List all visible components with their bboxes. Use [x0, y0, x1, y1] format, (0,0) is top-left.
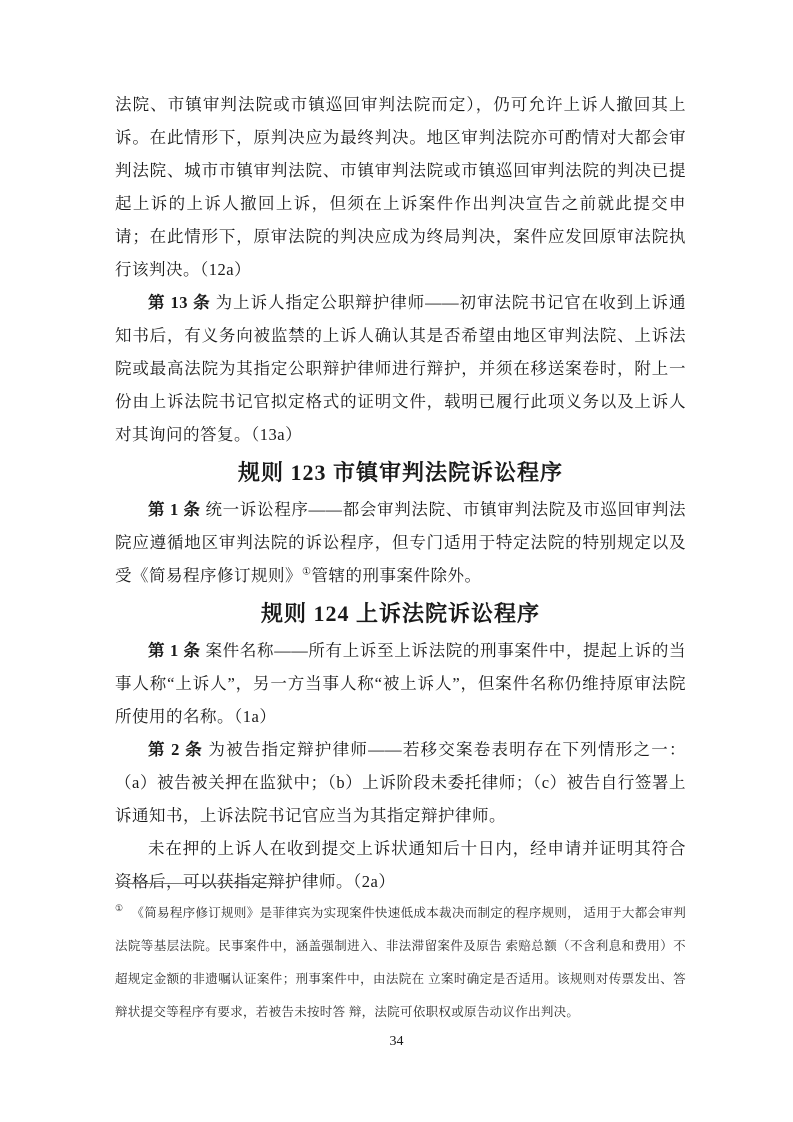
article-label: 第 1 条: [148, 641, 201, 660]
rule-124-heading: 规则 124 上诉法院诉讼程序: [260, 601, 540, 626]
paragraph-text: 未在押的上诉人在收到提交上诉状通知后十日内，经申请并证明其符合资格后，可以获指定辩护律师。（2a）: [115, 839, 686, 891]
paragraph-text: 案件名称——所有上诉至上诉法院的刑事案件中，提起上诉的当事人称“上诉人”，另一方当事人称“被上诉人”，但案件名称仍维持原审法院所使用的名称。（1a）: [115, 641, 687, 726]
paragraph-text: 管辖的刑事案件除外。: [311, 566, 482, 585]
footnote: [115, 883, 686, 1041]
paragraph-text: 法院、市镇审判法院或市镇巡回审判法院而定），仍可允许上诉人撤回其上诉。在此情形下，原判决应为最终判决。地区审判法院亦可酌情对大都会审判法院、城市市镇审判法院、市镇审判法院或市镇巡回审判法院的判决已提起上诉的上诉人撤回上诉，但须在上诉案件作出判决宣告之前就此提交申请；在此情形下，原审法院的判决应成为终局判决，案件应发回原审法院执行该判决。（12a）: [115, 95, 686, 279]
footnote-divider: [115, 883, 285, 884]
article-label: 第 13 条: [148, 293, 211, 312]
footnote-body-text: 《简易程序修订规则》是菲律宾为实现案件快速低成本裁决而制定的程序规则， 适用于大都会审判法院等基层法院。民事案件中，涵盖强制进入、非法滞留案件及原告 索赔总额（不含利息和费用）不超规定金额的非遗嘱认证案件；刑事案件中，由法院在 立案时确定是否适用。该规则对传票发出、答辩状提交等程序有要求，若被告未按时答 辩，法院可依职权或原告动议作出判决。: [115, 905, 686, 1019]
paragraph-text: 为上诉人指定公职辩护律师——初审法院书记官在收到上诉通知书后，有义务向被监禁的上诉人确认其是否希望由地区审判法院、上诉法院或最高法院为其指定公职辩护律师进行辩护，并须在移送案卷时，附上一份由上诉法院书记官拟定格式的证明文件，载明已履行此项义务以及上诉人对其询问的答复。（13a）: [115, 293, 687, 444]
rule-123-heading: 规则 123 市镇审判法院诉讼程序: [237, 460, 563, 485]
paragraph-rule124-article2: [115, 733, 686, 832]
document-body: [115, 88, 686, 898]
footnote-marker: ①: [115, 903, 124, 914]
paragraph-text: 为被告指定辩护律师——若移交案卷表明存在下列情形之一：（a）被告被关押在监狱中；（b）上诉阶段未委托律师；（c）被告自行签署上诉通知书，上诉法院书记官应当为其指定辩护律师。: [115, 740, 687, 825]
article-label: 第 2 条: [148, 740, 203, 759]
footnote-ref: ①: [302, 566, 312, 578]
paragraph-text: 统一诉讼程序——都会审判法院、市镇审判法院及市巡回审判法院应遵循地区审判法院的诉讼程序，但专门适用于特定法院的特别规定以及受《简易程序修订规则》: [115, 500, 687, 585]
article-label: 第 1 条: [148, 500, 201, 519]
page-number: 34: [389, 1034, 404, 1049]
paragraph-rule122-article12-continuation: [115, 88, 686, 286]
footnote-text: [115, 897, 686, 1029]
paragraph-rule123-article1: [115, 493, 686, 592]
paragraph-rule122-article13: [115, 286, 686, 451]
paragraph-rule124-article1: [115, 634, 686, 733]
